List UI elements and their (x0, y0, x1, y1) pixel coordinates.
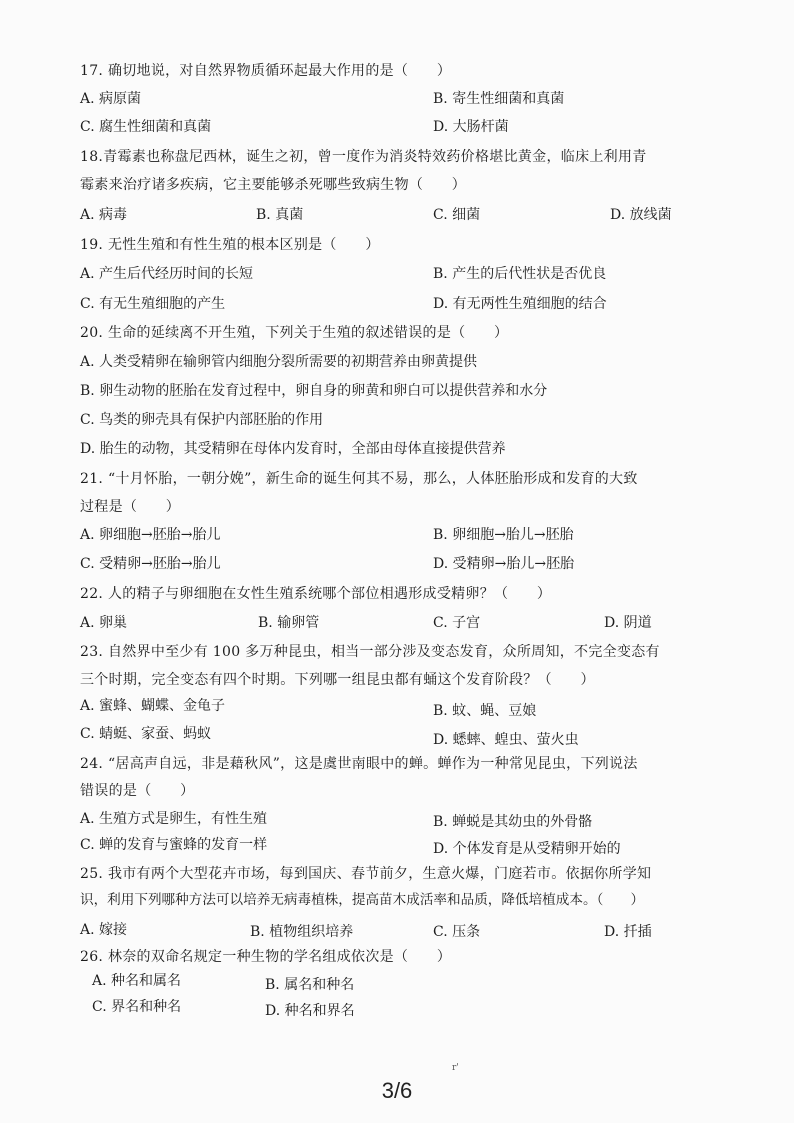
question-19 (80, 236, 380, 254)
question-23-line-2: 三个时期，完全变态有四个时期。下列哪一组昆虫都有蛹这个发育阶段？（ ） (80, 672, 595, 688)
option-d: D. 有无两性生殖细胞的结合 (433, 296, 607, 312)
question-21-line-2: 过程是（ ） (80, 499, 181, 515)
option-c: C. 子宫 (433, 615, 481, 631)
option-c: C. 鸟类的卵壳具有保护内部胚胎的作用 (80, 412, 324, 428)
option-c: C. 有无生殖细胞的产生 (80, 296, 226, 312)
question-number: 23. (80, 644, 104, 660)
question-stem: “居高声自远，非是藉秋风”，这是虞世南眼中的蝉。蝉作为一种常见昆虫，下列说法 (107, 756, 638, 772)
option-b: B. 蚊、蝇、豆娘 (433, 703, 537, 719)
option-d: D. 大肠杆菌 (433, 119, 509, 135)
question-stem: “十月怀胎，一朝分娩”，新生命的诞生何其不易，那么，人体胚胎形成和发育的大致 (107, 471, 638, 487)
option-b: B. 输卵管 (258, 615, 320, 631)
question-number: 24. (80, 756, 104, 772)
question-25-line-2: 识，利用下列哪种方法可以培养无病毒植株，提高苗木成活率和品质，降低培植成本。（ ） (80, 892, 645, 908)
question-stem: 确切地说，对自然界物质循环起最大作用的是（ ） (107, 63, 452, 79)
option-b: B. 属名和种名 (265, 977, 355, 993)
question-stem: 人的精子与卵细胞在女性生殖系统哪个部位相遇形成受精卵？（ ） (107, 586, 552, 602)
question-stem: 林奈的双命名规定一种生物的学名组成依次是（ ） (107, 949, 452, 965)
option-a: A. 病原菌 (80, 91, 142, 107)
question-26 (80, 948, 451, 966)
option-a: A. 病毒 (80, 207, 128, 223)
option-d: D. 阴道 (604, 615, 652, 631)
question-20 (80, 324, 508, 342)
option-a: A. 卵巢 (80, 615, 128, 631)
option-a: A. 种名和属名 (92, 973, 182, 989)
question-stem: 自然界中至少有 100 多万种昆虫，相当一部分涉及变态发育，众所周知，不完全变态有 (107, 644, 660, 660)
option-a: A. 人类受精卵在输卵管内细胞分裂所需要的初期营养由卵黄提供 (80, 354, 478, 370)
option-b: B. 卵生动物的胚胎在发育过程中，卵自身的卵黄和卵白可以提供营养和水分 (80, 383, 548, 399)
question-stem: 无性生殖和有性生殖的根本区别是（ ） (107, 237, 380, 253)
question-25 (80, 865, 651, 883)
option-d: D. 受精卵→胎儿→胚胎 (433, 556, 575, 572)
question-number: 17. (80, 63, 104, 79)
option-a: A. 生殖方式是卵生，有性生殖 (80, 811, 268, 827)
option-b: B. 蝉蜕是其幼虫的外骨骼 (433, 814, 593, 830)
option-c: C. 蜻蜓、家蚕、蚂蚁 (80, 726, 212, 742)
stray-mark: r' (452, 1063, 459, 1073)
option-c: C. 受精卵→胚胎→胎儿 (80, 556, 221, 572)
option-b: B. 真菌 (256, 207, 304, 223)
option-d: D. 种名和界名 (265, 1003, 355, 1019)
question-18-line-2: 霉素来治疗诸多疾病，它主要能够杀死哪些致病生物（ ） (80, 177, 467, 193)
question-17 (80, 62, 451, 80)
option-b: B. 卵细胞→胎儿→胚胎 (433, 527, 574, 543)
option-d: D. 放线菌 (610, 207, 672, 223)
option-b: B. 产生的后代性状是否优良 (433, 266, 607, 282)
option-b: B. 植物组织培养 (250, 924, 354, 940)
option-d: D. 个体发育是从受精卵开始的 (433, 841, 621, 857)
question-23 (80, 643, 660, 661)
question-24-line-2: 错误的是（ ） (80, 783, 195, 799)
question-number: 22. (80, 586, 104, 602)
question-21 (80, 470, 638, 488)
question-number: 26. (80, 949, 104, 965)
question-22 (80, 585, 551, 603)
option-a: A. 卵细胞→胚胎→胎儿 (80, 527, 221, 543)
question-number: 25. (80, 866, 104, 882)
option-a: A. 产生后代经历时间的长短 (80, 266, 254, 282)
option-b: B. 寄生性细菌和真菌 (433, 91, 565, 107)
question-number: 18. (80, 149, 104, 165)
question-number: 19. (80, 237, 104, 253)
option-a: A. 嫁接 (80, 922, 128, 938)
question-stem: 我市有两个大型花卉市场，每到国庆、春节前夕，生意火爆，门庭若市。依据你所学知 (107, 866, 652, 882)
option-d: D. 扦插 (604, 924, 652, 940)
question-stem: 生命的延续离不开生殖，下列关于生殖的叙述错误的是（ ） (107, 325, 509, 341)
question-24 (80, 755, 638, 773)
option-c: C. 腐生性细菌和真菌 (80, 119, 212, 135)
question-number: 20. (80, 325, 104, 341)
option-d: D. 胎生的动物，其受精卵在母体内发育时，全部由母体直接提供营养 (80, 441, 506, 457)
option-c: C. 细菌 (433, 207, 481, 223)
option-a: A. 蜜蜂、蝴蝶、金龟子 (80, 698, 226, 714)
option-d: D. 蟋蟀、蝗虫、萤火虫 (433, 732, 579, 748)
option-c: C. 蝉的发育与蜜蜂的发育一样 (80, 837, 268, 853)
page-number: 3/6 (381, 1078, 413, 1103)
question-18 (80, 148, 647, 166)
question-number: 21. (80, 471, 104, 487)
option-c: C. 界名和种名 (92, 999, 182, 1015)
option-c: C. 压条 (433, 924, 481, 940)
question-stem: 青霉素也称盘尼西林，诞生之初，曾一度作为消炎特效药价格堪比黄金，临床上利用青 (103, 149, 647, 165)
